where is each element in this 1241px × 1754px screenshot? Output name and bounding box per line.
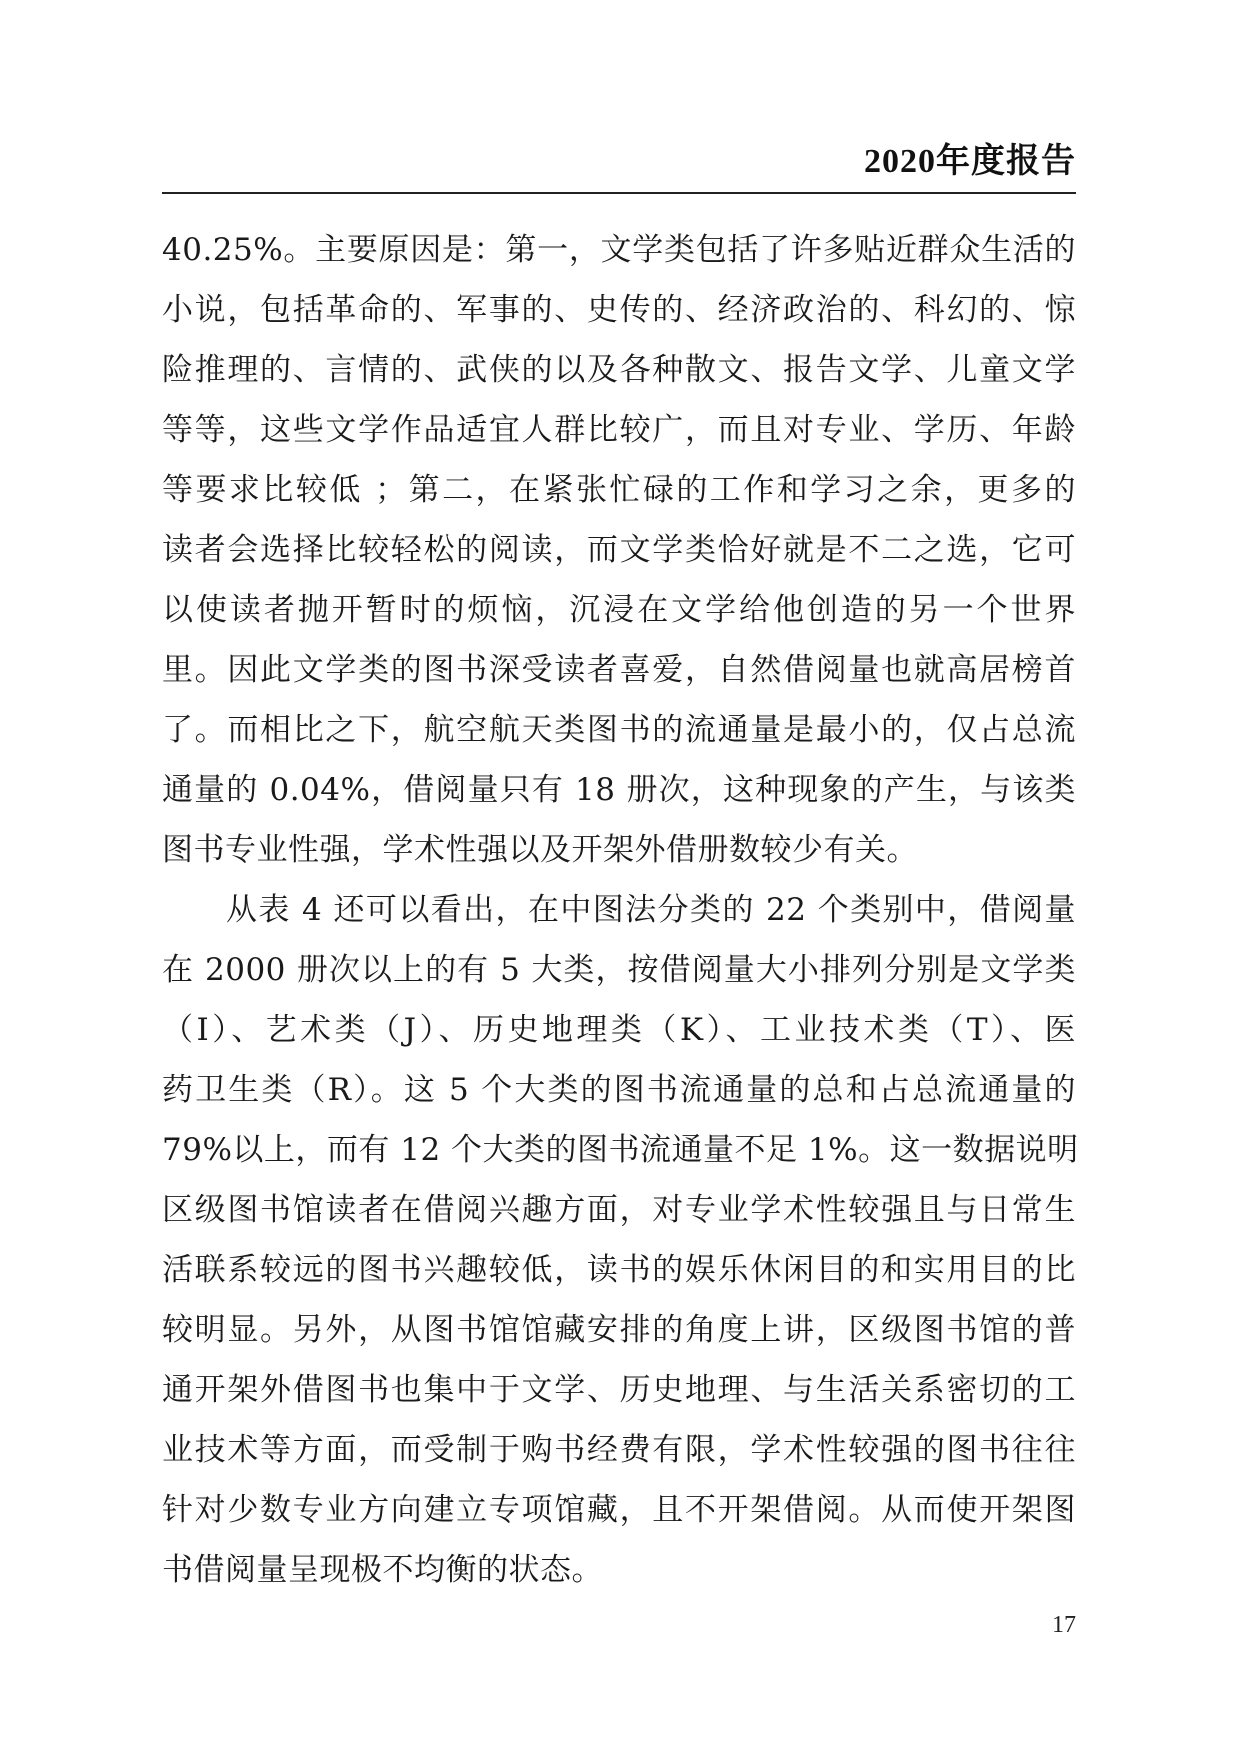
text-line: 等等，这些文学作品适宜人群比较广，而且对专业、学历、年龄 [162, 412, 1076, 448]
text-line: 等要求比较低 ；第二，在紧张忙碌的工作和学习之余，更多的 [162, 472, 1076, 508]
text-line: 在 2000 册次以上的有 5 大类，按借阅量大小排列分别是文学类 [162, 952, 1076, 988]
paragraph-1 [162, 220, 1076, 880]
text-line: 从表 4 还可以看出，在中图法分类的 22 个类别中，借阅量 [226, 892, 1076, 928]
text-line: 79%以上，而有 12 个大类的图书流通量不足 1%。这一数据说明 [162, 1132, 1079, 1168]
text-line: 以使读者抛开暂时的烦恼，沉浸在文学给他创造的另一个世界 [162, 592, 1076, 628]
text-line: 活联系较远的图书兴趣较低，读书的娱乐休闲目的和实用目的比 [162, 1252, 1076, 1288]
page-number: 17 [1052, 1612, 1076, 1638]
text-line: 险推理的、言情的、武侠的以及各种散文、报告文学、儿童文学 [162, 352, 1076, 388]
text-line: 药卫生类（R）。这 5 个大类的图书流通量的总和占总流通量的 [162, 1072, 1076, 1108]
page-header [162, 132, 1076, 194]
paragraph-2 [162, 880, 1079, 1600]
text-line: 了。而相比之下，航空航天类图书的流通量是最小的，仅占总流 [162, 712, 1076, 748]
text-line: 40.25%。主要原因是：第一，文学类包括了许多贴近群众生活的 [162, 232, 1076, 268]
text-line: 通开架外借图书也集中于文学、历史地理、与生活关系密切的工 [162, 1372, 1076, 1408]
text-line: （I）、艺术类（J）、历史地理类（K）、工业技术类（T）、医 [162, 1012, 1076, 1048]
text-line: 书借阅量呈现极不均衡的状态。 [162, 1552, 603, 1588]
text-line: 小说，包括革命的、军事的、史传的、经济政治的、科幻的、惊 [162, 292, 1076, 328]
text-line: 读者会选择比较轻松的阅读，而文学类恰好就是不二之选，它可 [162, 532, 1076, 568]
text-line: 图书专业性强，学术性强以及开架外借册数较少有关。 [162, 832, 918, 868]
text-line: 业技术等方面，而受制于购书经费有限，学术性较强的图书往往 [162, 1432, 1076, 1468]
text-line: 针对少数专业方向建立专项馆藏，且不开架借阅。从而使开架图 [162, 1492, 1076, 1528]
report-title: 2020年度报告 [864, 143, 1076, 180]
text-line: 通量的 0.04%，借阅量只有 18 册次，这种现象的产生，与该类 [162, 772, 1076, 808]
text-line: 区级图书馆读者在借阅兴趣方面，对专业学术性较强且与日常生 [162, 1192, 1076, 1228]
body-text [162, 220, 1079, 1600]
text-line: 较明显。另外，从图书馆馆藏安排的角度上讲，区级图书馆的普 [162, 1312, 1076, 1348]
text-line: 里。因此文学类的图书深受读者喜爱，自然借阅量也就高居榜首 [162, 652, 1076, 688]
